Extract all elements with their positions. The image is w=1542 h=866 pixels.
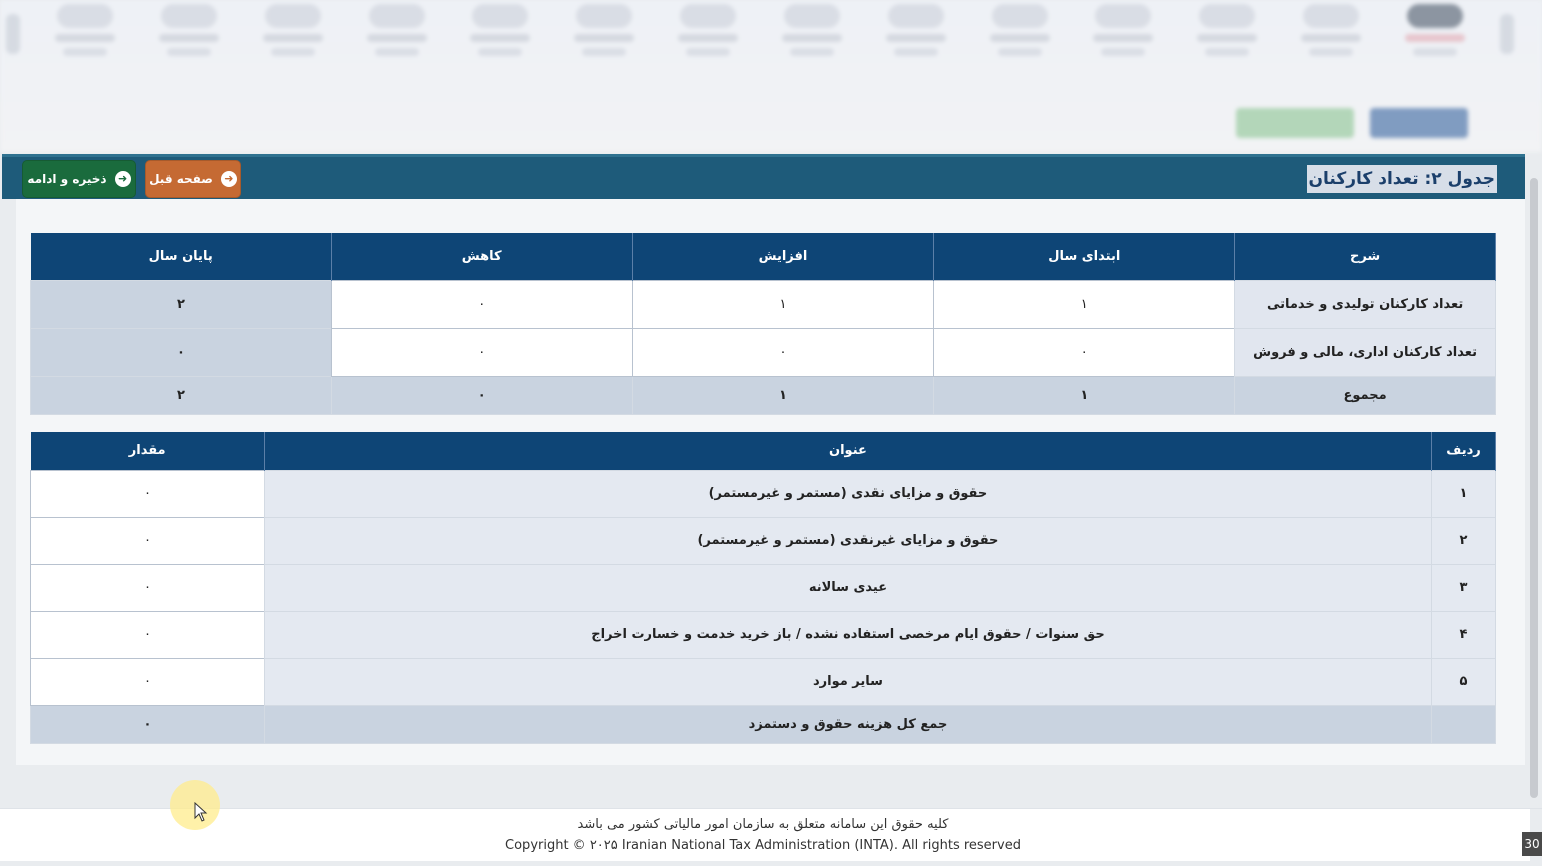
top-green-button[interactable] [1236,108,1354,138]
row-number: ۲ [1432,517,1496,564]
nav-tile-label [1309,48,1353,56]
nav-tile-label [582,48,626,56]
save-continue-button[interactable] [22,160,136,198]
top-nav [40,4,1480,96]
nav-tile-label [263,34,323,42]
nav-tile-label [1205,48,1249,56]
row-number: ۴ [1432,611,1496,658]
amount-input[interactable]: ۰ [31,470,265,517]
total-row [31,376,1496,414]
nav-tile-label [998,48,1042,56]
table-row [31,564,1496,611]
row-title: حقوق و مزایای غیرنقدی (مستمر و غیرمستمر) [264,517,1431,564]
nav-tile[interactable] [663,4,753,96]
nav-tile-label [470,34,530,42]
nav-tile-label [167,48,211,56]
previous-page-label: صفحه قبل [149,172,213,186]
table-header-row [31,432,1496,470]
column-header: ابتدای سال [934,233,1235,280]
total-increase: ۱ [632,376,934,414]
page-title: جدول ۲: تعداد کارکنان [1307,165,1497,193]
total-start: ۱ [934,376,1235,414]
amount-input[interactable]: ۰ [31,611,265,658]
nav-scroll-left[interactable] [6,14,20,54]
table-row [31,658,1496,705]
nav-tile-icon [992,4,1048,28]
nav-tile-label [1301,34,1361,42]
nav-tile-label [1197,34,1257,42]
nav-tile-icon [576,4,632,28]
nav-tile[interactable] [559,4,649,96]
footer [0,809,1530,861]
decrease-input[interactable]: ۰ [331,328,632,376]
amount-input[interactable]: ۰ [31,658,265,705]
table-row [31,611,1496,658]
nav-tile-label [790,48,834,56]
nav-tile-icon [1095,4,1151,28]
table-row [31,328,1496,376]
nav-tile-icon [680,4,736,28]
total-value: ۰ [31,705,265,743]
nav-tile[interactable] [1182,4,1272,96]
nav-tile[interactable] [40,4,130,96]
table-row [31,517,1496,564]
column-header: کاهش [331,233,632,280]
vertical-scrollbar[interactable] [1530,178,1538,798]
nav-tile-icon [784,4,840,28]
table-row [31,470,1496,517]
nav-tile-label [990,34,1050,42]
table-header-row [31,233,1496,280]
nav-tile-label [1405,34,1465,42]
top-blue-button[interactable] [1370,108,1468,138]
column-header: افزایش [632,233,934,280]
nav-tile[interactable] [248,4,338,96]
row-label: تعداد کارکنان تولیدی و خدماتی [1235,280,1496,328]
nav-tile-icon [1199,4,1255,28]
nav-tile-label [1093,34,1153,42]
row-number: ۳ [1432,564,1496,611]
row-number: ۵ [1432,658,1496,705]
start-year-input[interactable]: ۰ [934,328,1235,376]
nav-tile[interactable] [352,4,442,96]
nav-tile-label [1413,48,1457,56]
nav-tile-label [63,48,107,56]
nav-scroll-right[interactable] [1500,14,1514,54]
row-label: تعداد کارکنان اداری، مالی و فروش [1235,328,1496,376]
salary-table [30,432,1496,744]
end-year-value: ۲ [31,280,332,328]
row-title: سایر موارد [264,658,1431,705]
nav-tile[interactable] [144,4,234,96]
nav-tile[interactable] [975,4,1065,96]
nav-tile[interactable] [767,4,857,96]
nav-tile-label [159,34,219,42]
amount-input[interactable]: ۰ [31,517,265,564]
decrease-input[interactable]: ۰ [331,280,632,328]
row-title: حقوق و مزایای نقدی (مستمر و غیرمستمر) [264,470,1431,517]
row-number: ۱ [1432,470,1496,517]
nav-tile-label [1101,48,1145,56]
nav-tile-icon [369,4,425,28]
row-title: حق سنوات / حقوق ایام مرخصی استفاده نشده / باز خرید خدمت و خسارت اخراج [264,611,1431,658]
start-year-input[interactable]: ۱ [934,280,1235,328]
nav-tile-label [55,34,115,42]
total-end: ۲ [31,376,332,414]
nav-tile[interactable] [1078,4,1168,96]
mouse-cursor-icon [194,802,208,822]
top-nav-area [0,0,1542,152]
section-header [2,154,1525,199]
end-year-value: ۰ [31,328,332,376]
increase-input[interactable]: ۱ [632,280,934,328]
nav-tile-label [375,48,419,56]
nav-tile[interactable] [455,4,545,96]
nav-tile-icon [1407,4,1463,28]
nav-tile-label [782,34,842,42]
nav-tile-icon [1303,4,1359,28]
corner-badge: 30 [1522,832,1542,856]
column-header: شرح [1235,233,1496,280]
save-continue-label: ذخیره و ادامه [27,172,107,186]
nav-tile-label [271,48,315,56]
nav-tile[interactable] [1286,4,1376,96]
total-row [31,705,1496,743]
row-title: عیدی سالانه [264,564,1431,611]
nav-tile-label [367,34,427,42]
nav-tile-icon [57,4,113,28]
nav-tile-icon [472,4,528,28]
arrow-left-icon: ➜ [115,171,131,187]
amount-input[interactable]: ۰ [31,564,265,611]
nav-tile-label [574,34,634,42]
nav-tile-label [678,34,738,42]
nav-tile-icon [161,4,217,28]
footer-rights: کلیه حقوق این سامانه متعلق به سازمان امور مالیاتی کشور می باشد [577,817,949,832]
nav-tile-label [894,48,938,56]
total-number-cell [1432,705,1496,743]
nav-tile-icon [888,4,944,28]
column-header: مقدار [31,432,265,470]
total-label: جمع کل هزینه حقوق و دستمزد [264,705,1431,743]
previous-page-button[interactable] [145,160,241,198]
total-decrease: ۰ [331,376,632,414]
nav-tile[interactable] [1390,4,1480,96]
increase-input[interactable]: ۰ [632,328,934,376]
nav-tile[interactable] [871,4,961,96]
arrow-right-icon: ➜ [221,171,237,187]
employees-table [30,233,1496,415]
footer-copyright: Copyright © ۲۰۲۵ Iranian National Tax Administration (INTA). All rights reserved [505,838,1021,853]
nav-tile-label [886,34,946,42]
total-label: مجموع [1235,376,1496,414]
column-header: پایان سال [31,233,332,280]
nav-tile-label [478,48,522,56]
column-header: ردیف [1432,432,1496,470]
table-row [31,280,1496,328]
column-header: عنوان [264,432,1431,470]
nav-tile-icon [265,4,321,28]
nav-tile-label [686,48,730,56]
